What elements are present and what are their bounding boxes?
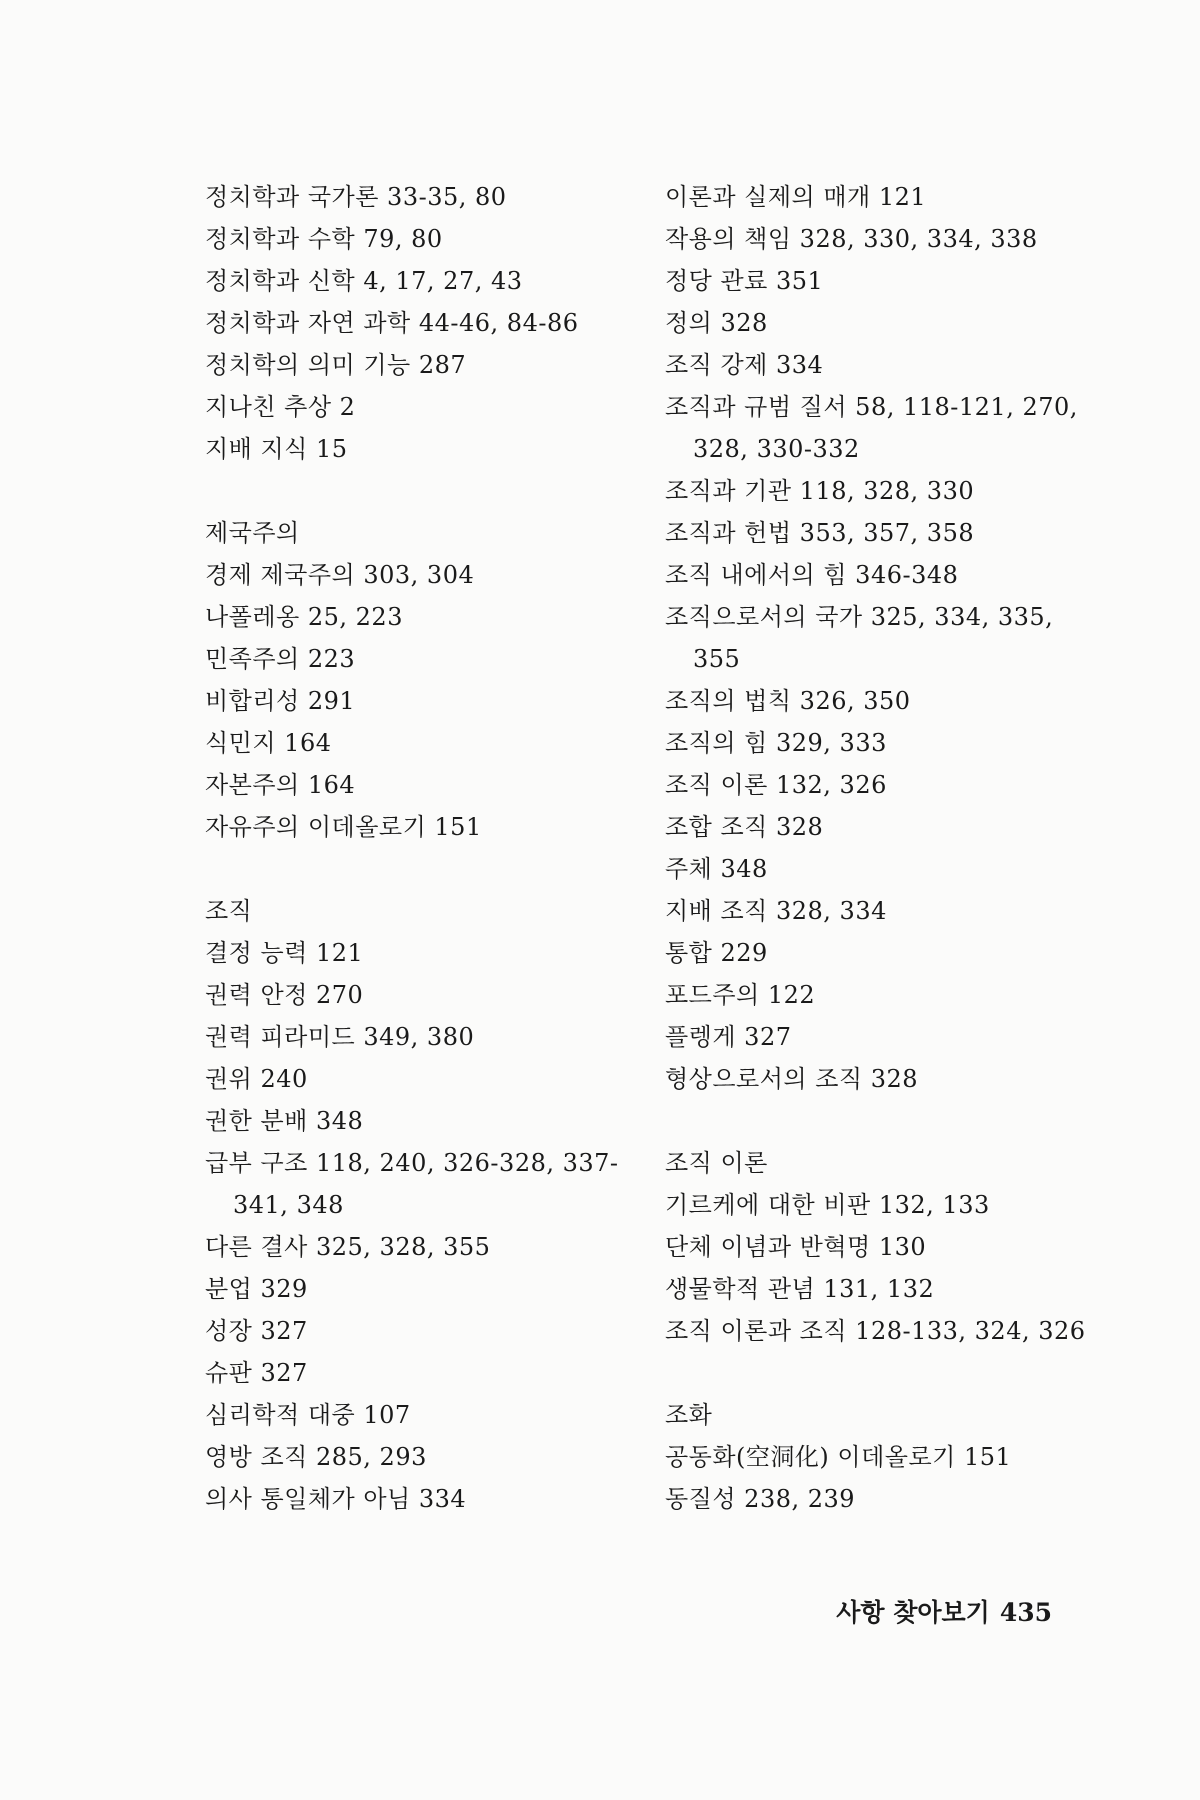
index-entry: 권한 분배 348 <box>205 1107 364 1135</box>
index-entry: 조직의 힘 329, 333 <box>665 729 887 757</box>
index-entry: 의사 통일체가 아님 334 <box>205 1485 467 1513</box>
index-entry: 정당 관료 351 <box>665 267 824 295</box>
index-entry-continuation: 341, 348 <box>233 1191 344 1219</box>
index-entry: 정치학과 수학 79, 80 <box>205 225 443 253</box>
index-entry: 권력 피라미드 349, 380 <box>205 1023 475 1051</box>
index-heading: 조직 이론 <box>665 1149 768 1177</box>
index-entry: 나폴레옹 25, 223 <box>205 603 403 631</box>
index-column-right <box>665 176 1105 1520</box>
index-heading: 조화 <box>665 1401 713 1429</box>
index-entry: 결정 능력 121 <box>205 939 364 967</box>
index-entry: 정치학과 자연 과학 44-46, 84-86 <box>205 309 579 337</box>
index-entry: 정치학의 의미 기능 287 <box>205 351 467 379</box>
index-entry: 급부 구조 118, 240, 326-328, 337- <box>205 1149 619 1177</box>
index-entry: 민족주의 223 <box>205 645 356 673</box>
page-number: 435 <box>999 1598 1052 1627</box>
index-entry: 영방 조직 285, 293 <box>205 1443 427 1471</box>
index-entry: 슈판 327 <box>205 1359 308 1387</box>
index-entry: 조직 이론 132, 326 <box>665 771 887 799</box>
footer-section-title: 사항 찾아보기 <box>836 1598 990 1627</box>
index-entry: 경제 제국주의 303, 304 <box>205 561 475 589</box>
index-entry: 권위 240 <box>205 1065 308 1093</box>
index-entry: 심리학적 대중 107 <box>205 1401 411 1429</box>
index-entry: 동질성 238, 239 <box>665 1485 856 1513</box>
index-entry-continuation: 355 <box>693 645 741 673</box>
index-entry: 권력 안정 270 <box>205 981 364 1009</box>
index-entry: 주체 348 <box>665 855 768 883</box>
index-entry: 플렝게 327 <box>665 1023 792 1051</box>
index-entry: 다른 결사 325, 328, 355 <box>205 1233 491 1261</box>
index-entry: 비합리성 291 <box>205 687 356 715</box>
index-entry: 정치학과 신학 4, 17, 27, 43 <box>205 267 523 295</box>
index-entry: 조직 내에서의 힘 346-348 <box>665 561 959 589</box>
spacer <box>665 1100 1105 1142</box>
index-entry: 정치학과 국가론 33-35, 80 <box>205 183 507 211</box>
index-entry: 공동화(空洞化) 이데올로기 151 <box>665 1443 1012 1471</box>
index-entry: 지배 지식 15 <box>205 435 348 463</box>
index-entry: 자본주의 164 <box>205 771 356 799</box>
index-entry: 조직과 헌법 353, 357, 358 <box>665 519 975 547</box>
index-entry: 성장 327 <box>205 1317 308 1345</box>
index-entry: 조직 강제 334 <box>665 351 824 379</box>
index-column-left <box>205 176 645 1520</box>
index-entry: 단체 이념과 반혁명 130 <box>665 1233 927 1261</box>
index-entry: 식민지 164 <box>205 729 332 757</box>
index-entry: 이론과 실제의 매개 121 <box>665 183 927 211</box>
index-heading: 조직 <box>205 897 253 925</box>
index-entry: 기르케에 대한 비판 132, 133 <box>665 1191 990 1219</box>
index-entry: 형상으로서의 조직 328 <box>665 1065 919 1093</box>
index-entry: 통합 229 <box>665 939 768 967</box>
index-entry: 포드주의 122 <box>665 981 816 1009</box>
index-entry-continuation: 328, 330-332 <box>693 435 860 463</box>
spacer <box>665 1352 1105 1394</box>
index-entry: 조직의 법칙 326, 350 <box>665 687 911 715</box>
index-heading: 제국주의 <box>205 519 300 547</box>
index-entry: 조직으로서의 국가 325, 334, 335, <box>665 603 1054 631</box>
index-entry: 작용의 책임 328, 330, 334, 338 <box>665 225 1038 253</box>
index-entry: 정의 328 <box>665 309 768 337</box>
page-footer <box>836 1593 1052 1629</box>
index-entry: 분업 329 <box>205 1275 308 1303</box>
index-entry: 생물학적 관념 131, 132 <box>665 1275 935 1303</box>
spacer <box>205 848 645 890</box>
index-entry: 지배 조직 328, 334 <box>665 897 887 925</box>
spacer <box>205 470 645 512</box>
index-entry: 조합 조직 328 <box>665 813 824 841</box>
index-entry: 자유주의 이데올로기 151 <box>205 813 482 841</box>
index-entry: 조직 이론과 조직 128-133, 324, 326 <box>665 1317 1086 1345</box>
index-entry: 지나친 추상 2 <box>205 393 356 421</box>
index-entry: 조직과 기관 118, 328, 330 <box>665 477 975 505</box>
index-entry: 조직과 규범 질서 58, 118-121, 270, <box>665 393 1078 421</box>
